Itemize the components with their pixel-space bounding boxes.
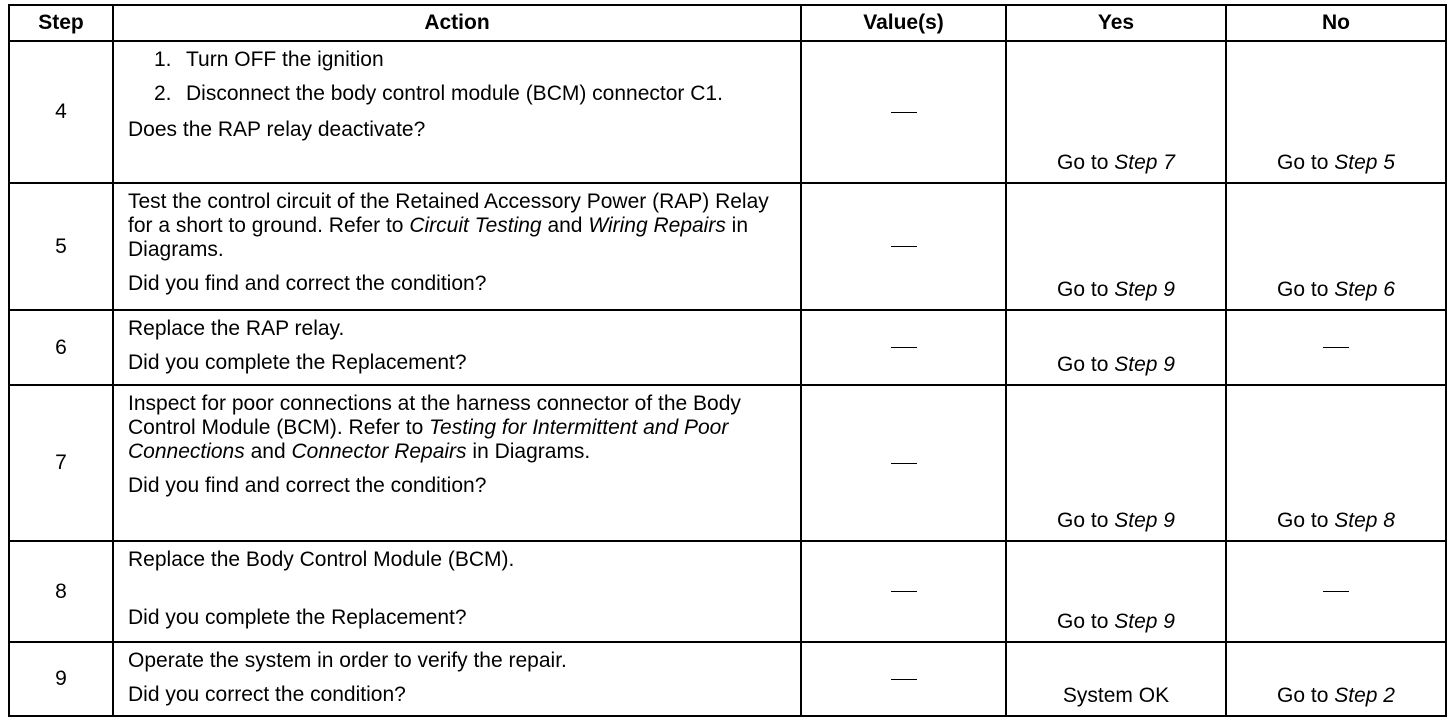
dash-mark [891,112,917,113]
dash-mark [891,463,917,464]
step-number: 8 [9,541,113,642]
instruction-text: Test the control circuit of the Retained Accessory Power (RAP) Relay for a short to ground. Refer to Circuit Testing and Wiring Repairs in Diagrams. [128,190,769,261]
question-text: Did you complete the Replacement? [128,606,467,629]
no-cell [1226,183,1446,310]
question-text: Does the RAP relay deactivate? [128,118,426,141]
instruction-text: Replace the RAP relay. [128,317,345,340]
header-step: Step [9,5,113,41]
goto-step-5-link[interactable]: Go to Step 5 [1277,151,1395,174]
dash-mark [891,347,917,348]
value-cell [801,385,1006,541]
value-cell [801,541,1006,642]
action-cell [113,541,801,642]
action-cell [113,642,801,716]
yes-cell [1006,541,1226,642]
no-cell [1226,642,1446,716]
question-text: Did you complete the Replacement? [128,351,467,374]
instruction-text: Inspect for poor connections at the harness connector of the Body Control Module (BCM). Refer to Testing for Intermittent and Poor Connections and Connector Repairs in Diagrams. [128,392,741,463]
goto-step-8-link[interactable]: Go to Step 8 [1277,509,1395,532]
no-cell [1226,385,1446,541]
goto-step-9-link[interactable]: Go to Step 9 [1057,353,1175,376]
table-row-step-7 [9,385,1446,541]
goto-step-9-link[interactable]: Go to Step 9 [1057,610,1175,633]
header-yes: Yes [1006,5,1226,41]
dash-mark [891,679,917,680]
diagnostic-table [8,4,1447,717]
step-number: 6 [9,310,113,385]
action-cell [113,385,801,541]
goto-step-9-link[interactable]: Go to Step 9 [1057,509,1175,532]
header-row [9,5,1446,41]
yes-cell [1006,385,1226,541]
header-action: Action [113,5,801,41]
no-cell [1226,541,1446,642]
list-text: Turn OFF the ignition [186,48,384,71]
list-number: 2. [154,82,172,105]
goto-step-9-link[interactable]: Go to Step 9 [1057,278,1175,301]
step-number: 4 [9,41,113,183]
no-cell [1226,41,1446,183]
value-cell [801,642,1006,716]
list-text: Disconnect the body control module (BCM) connector C1. [186,82,723,105]
yes-cell [1006,310,1226,385]
value-cell [801,183,1006,310]
table-row-step-6 [9,310,1446,385]
table-row-step-8 [9,541,1446,642]
step-number: 5 [9,183,113,310]
yes-cell [1006,183,1226,310]
header-values: Value(s) [801,5,1006,41]
dash-mark [1323,347,1349,348]
action-cell [113,310,801,385]
header-no: No [1226,5,1446,41]
question-text: Did you correct the condition? [128,683,406,706]
list-item [128,82,746,106]
question-text: Did you find and correct the condition? [128,272,487,295]
list-item [128,48,786,72]
yes-cell [1006,41,1226,183]
question-text: Did you find and correct the condition? [128,474,487,497]
goto-step-2-link[interactable]: Go to Step 2 [1277,684,1395,707]
action-cell [113,183,801,310]
goto-step-6-link[interactable]: Go to Step 6 [1277,278,1395,301]
dash-mark [891,591,917,592]
instruction-text: Operate the system in order to verify the repair. [128,649,567,672]
system-ok-text: System OK [1062,684,1170,707]
no-cell [1226,310,1446,385]
step-number: 7 [9,385,113,541]
value-cell [801,310,1006,385]
dash-mark [891,246,917,247]
action-cell [113,41,801,183]
dash-mark [1323,591,1349,592]
yes-cell [1006,642,1226,716]
table-row-step-4 [9,41,1446,183]
value-cell [801,41,1006,183]
table-row-step-9 [9,642,1446,716]
list-number: 1. [154,48,172,71]
goto-step-7-link[interactable]: Go to Step 7 [1057,151,1175,174]
instruction-text: Replace the Body Control Module (BCM). [128,548,515,571]
table-row-step-5 [9,183,1446,310]
step-number: 9 [9,642,113,716]
